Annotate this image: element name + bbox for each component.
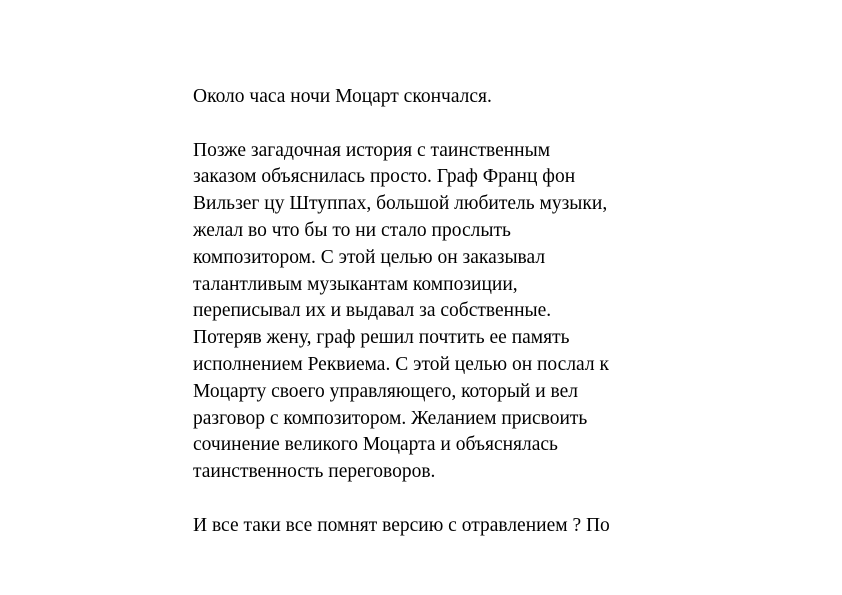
text-line: исполнением Реквиема. С этой целью он послал к <box>193 353 609 375</box>
text-line: желал во что бы то ни стало прослыть <box>193 219 511 241</box>
text-line: Вильзег цу Штуппах, большой любитель музыки, <box>193 193 608 215</box>
text-line: Около часа ночи Моцарт скончался. <box>193 86 492 107</box>
paragraph-gap <box>193 486 753 513</box>
paragraph-requiem-story <box>193 138 753 486</box>
text-line: таинственность переговоров. <box>193 461 436 483</box>
text-line: сочинение великого Моцарта и объяснялась <box>193 434 558 456</box>
text-line: разговор с композитором. Желанием присвоить <box>193 407 588 429</box>
paragraph-poisoning-question <box>193 513 753 540</box>
paragraph-death <box>193 84 753 111</box>
text-line: Позже загадочная история с таинственным <box>193 139 551 161</box>
text-line: заказом объяснилась просто. Граф Франц фон <box>193 166 576 188</box>
text-line: И все таки все помнят версию с отравлением ? По <box>193 514 610 536</box>
document-text <box>193 84 753 540</box>
text-line: Потеряв жену, граф решил почтить ее память <box>193 327 570 349</box>
text-line: переписывал их и выдавал за собственные. <box>193 300 552 322</box>
paragraph-gap <box>193 111 753 138</box>
text-line: композитором. С этой целью он заказывал <box>193 246 546 268</box>
text-line: Моцарту своего управляющего, который и вел <box>193 380 579 402</box>
text-line: талантливым музыкантам композиции, <box>193 273 518 295</box>
